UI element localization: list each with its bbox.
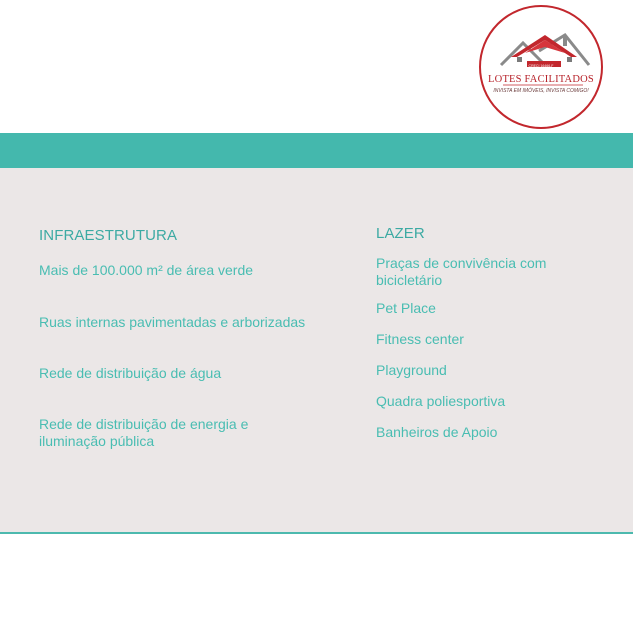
features-panel <box>0 168 633 532</box>
lazer-item-fitness: Fitness center <box>376 331 464 347</box>
house-roof-icon <box>481 7 605 131</box>
infra-item-energia: Rede de distribuição de energia e iluminação pública <box>39 416 249 449</box>
lazer-item-playground: Playground <box>376 362 447 378</box>
lazer-item-pracas: Praças de convivência com bicicletário <box>376 255 547 288</box>
header-band <box>0 133 633 168</box>
lazer-item-pet-place: Pet Place <box>376 300 436 316</box>
logo-registration: CRECI 16466-F <box>528 64 554 68</box>
lazer-heading: LAZER <box>376 225 425 242</box>
logo-title: LOTES FACILITADOS <box>488 74 594 85</box>
logo-tagline: INVISTA EM IMÓVEIS, INVISTA COMIGO! <box>493 88 589 94</box>
infra-item-agua: Rede de distribuição de água <box>39 365 222 381</box>
infra-item-ruas: Ruas internas pavimentadas e arborizadas <box>39 314 306 330</box>
company-logo <box>479 5 603 129</box>
infra-item-area-verde: Mais de 100.000 m² de área verde <box>39 262 254 278</box>
lazer-item-banheiros: Banheiros de Apoio <box>376 424 498 440</box>
infraestrutura-heading: INFRAESTRUTURA <box>39 227 178 244</box>
lazer-item-quadra: Quadra poliesportiva <box>376 393 506 409</box>
panel-bottom-line <box>0 532 633 534</box>
